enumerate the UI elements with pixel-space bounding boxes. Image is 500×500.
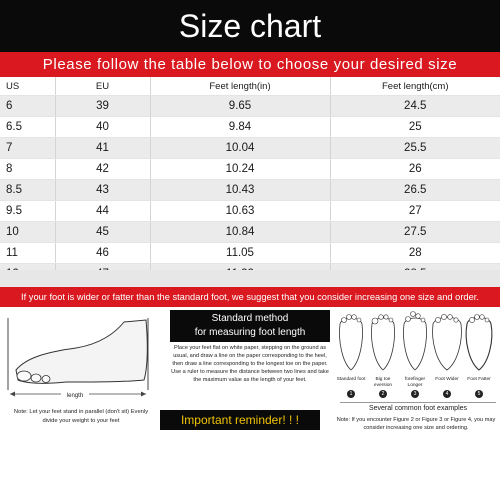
cell-us: 8	[0, 159, 55, 180]
foot-type-3	[403, 312, 426, 371]
table-row	[0, 96, 500, 117]
foot-type-label: Foot Fatter	[467, 377, 491, 382]
foot-type-number: 2	[379, 390, 387, 398]
toe	[31, 374, 41, 382]
foot-types-illustration	[334, 310, 494, 374]
table-row	[0, 243, 500, 264]
cell-eu: 42	[55, 159, 150, 180]
foot-type-2	[371, 315, 394, 370]
warning-banner: If your foot is wider or fatter than the standard foot, we suggest that you consider increasing one size and order.	[0, 287, 500, 307]
cell-feet-in: 11.05	[150, 243, 330, 264]
toe	[42, 376, 50, 383]
foot-type-label: Standard foot	[336, 377, 366, 382]
cell-feet-cm: 24.5	[330, 96, 500, 117]
cell-feet-cm: 27	[330, 201, 500, 222]
cell-us: 8.5	[0, 180, 55, 201]
cell-us: 11	[0, 243, 55, 264]
cell-eu: 45	[55, 222, 150, 243]
table-header-row	[0, 77, 500, 96]
foot-type-number: 5	[475, 390, 483, 398]
cell-feet-cm: 27.5	[330, 222, 500, 243]
foot-type-number: 1	[347, 390, 355, 398]
cell-us: 6.5	[0, 117, 55, 138]
cell-us: 6	[0, 96, 55, 117]
arrow-right-head	[141, 392, 146, 397]
foot-type-label: Big toe eversion	[373, 377, 393, 388]
table-row	[0, 180, 500, 201]
foot-standing-note: Note: Let your feet stand in parallel (don't sit) Evenly divide your weight to your feet	[13, 409, 149, 424]
cell-feet-in: 9.65	[150, 96, 330, 117]
toe	[17, 371, 31, 381]
foot-type-label: forefinger Longer	[404, 377, 426, 388]
foot-type-label: Foot Wider	[435, 377, 459, 382]
cell-feet-in: 10.84	[150, 222, 330, 243]
table-row	[0, 117, 500, 138]
table-row	[0, 201, 500, 222]
cell-eu: 41	[55, 138, 150, 159]
cell-feet-in: 9.84	[150, 117, 330, 138]
header-eu: EU	[55, 77, 150, 96]
cell-feet-in: 10.04	[150, 138, 330, 159]
cell-feet-in: 10.63	[150, 201, 330, 222]
arrow-left-head	[10, 392, 15, 397]
foot-type-1	[339, 315, 362, 371]
cell-feet-cm: 26	[330, 159, 500, 180]
table-row	[0, 222, 500, 243]
cell-feet-in: 10.43	[150, 180, 330, 201]
cell-us: 10	[0, 222, 55, 243]
cell-eu: 44	[55, 201, 150, 222]
cell-us: 7	[0, 138, 55, 159]
subtitle-banner: Please follow the table below to choose your desired size	[0, 52, 500, 77]
table-row	[0, 138, 500, 159]
page-title: Size chart	[0, 0, 500, 52]
cell-eu: 40	[55, 117, 150, 138]
size-table	[0, 77, 500, 285]
header-feet-cm: Feet length(cm)	[330, 77, 500, 96]
header-us: US	[0, 77, 55, 96]
cell-feet-cm: 25.5	[330, 138, 500, 159]
length-label: length	[66, 393, 84, 399]
cell-eu: 46	[55, 243, 150, 264]
method-title-line2: for measuring foot length	[194, 327, 306, 338]
method-instructions: Place your feet flat on white paper, stepping on the ground as usual, and draw a line on the paper corresponding to the heel, then draw a line corresponding to the longest toe on the paper. Use a ruler to measure the distance between two lines and take the maximum value as the length of your feet.	[171, 345, 329, 384]
important-reminder: Important reminder! ! !	[160, 410, 320, 430]
table-footer-strip	[0, 270, 500, 287]
cell-eu: 39	[55, 96, 150, 117]
foot-examples-caption: Several common foot examples	[340, 402, 496, 412]
cell-eu: 43	[55, 180, 150, 201]
cell-us: 9.5	[0, 201, 55, 222]
cell-feet-in: 10.24	[150, 159, 330, 180]
foot-type-4	[433, 314, 462, 370]
table-row	[0, 159, 500, 180]
foot-type-number: 4	[443, 390, 451, 398]
header-feet-in: Feet length(in)	[150, 77, 330, 96]
cell-feet-cm: 28	[330, 243, 500, 264]
foot-type-5	[466, 315, 492, 371]
method-title-box	[170, 310, 330, 342]
method-title-line1: Standard method	[211, 313, 289, 324]
foot-type-number: 3	[411, 390, 419, 398]
cell-feet-cm: 25	[330, 117, 500, 138]
cell-feet-cm: 26.5	[330, 180, 500, 201]
foot-examples-note: Note: If you encounter Figure 2 or Figure 3 or Figure 4, you may consider increasing one size and ordering.	[336, 417, 496, 431]
